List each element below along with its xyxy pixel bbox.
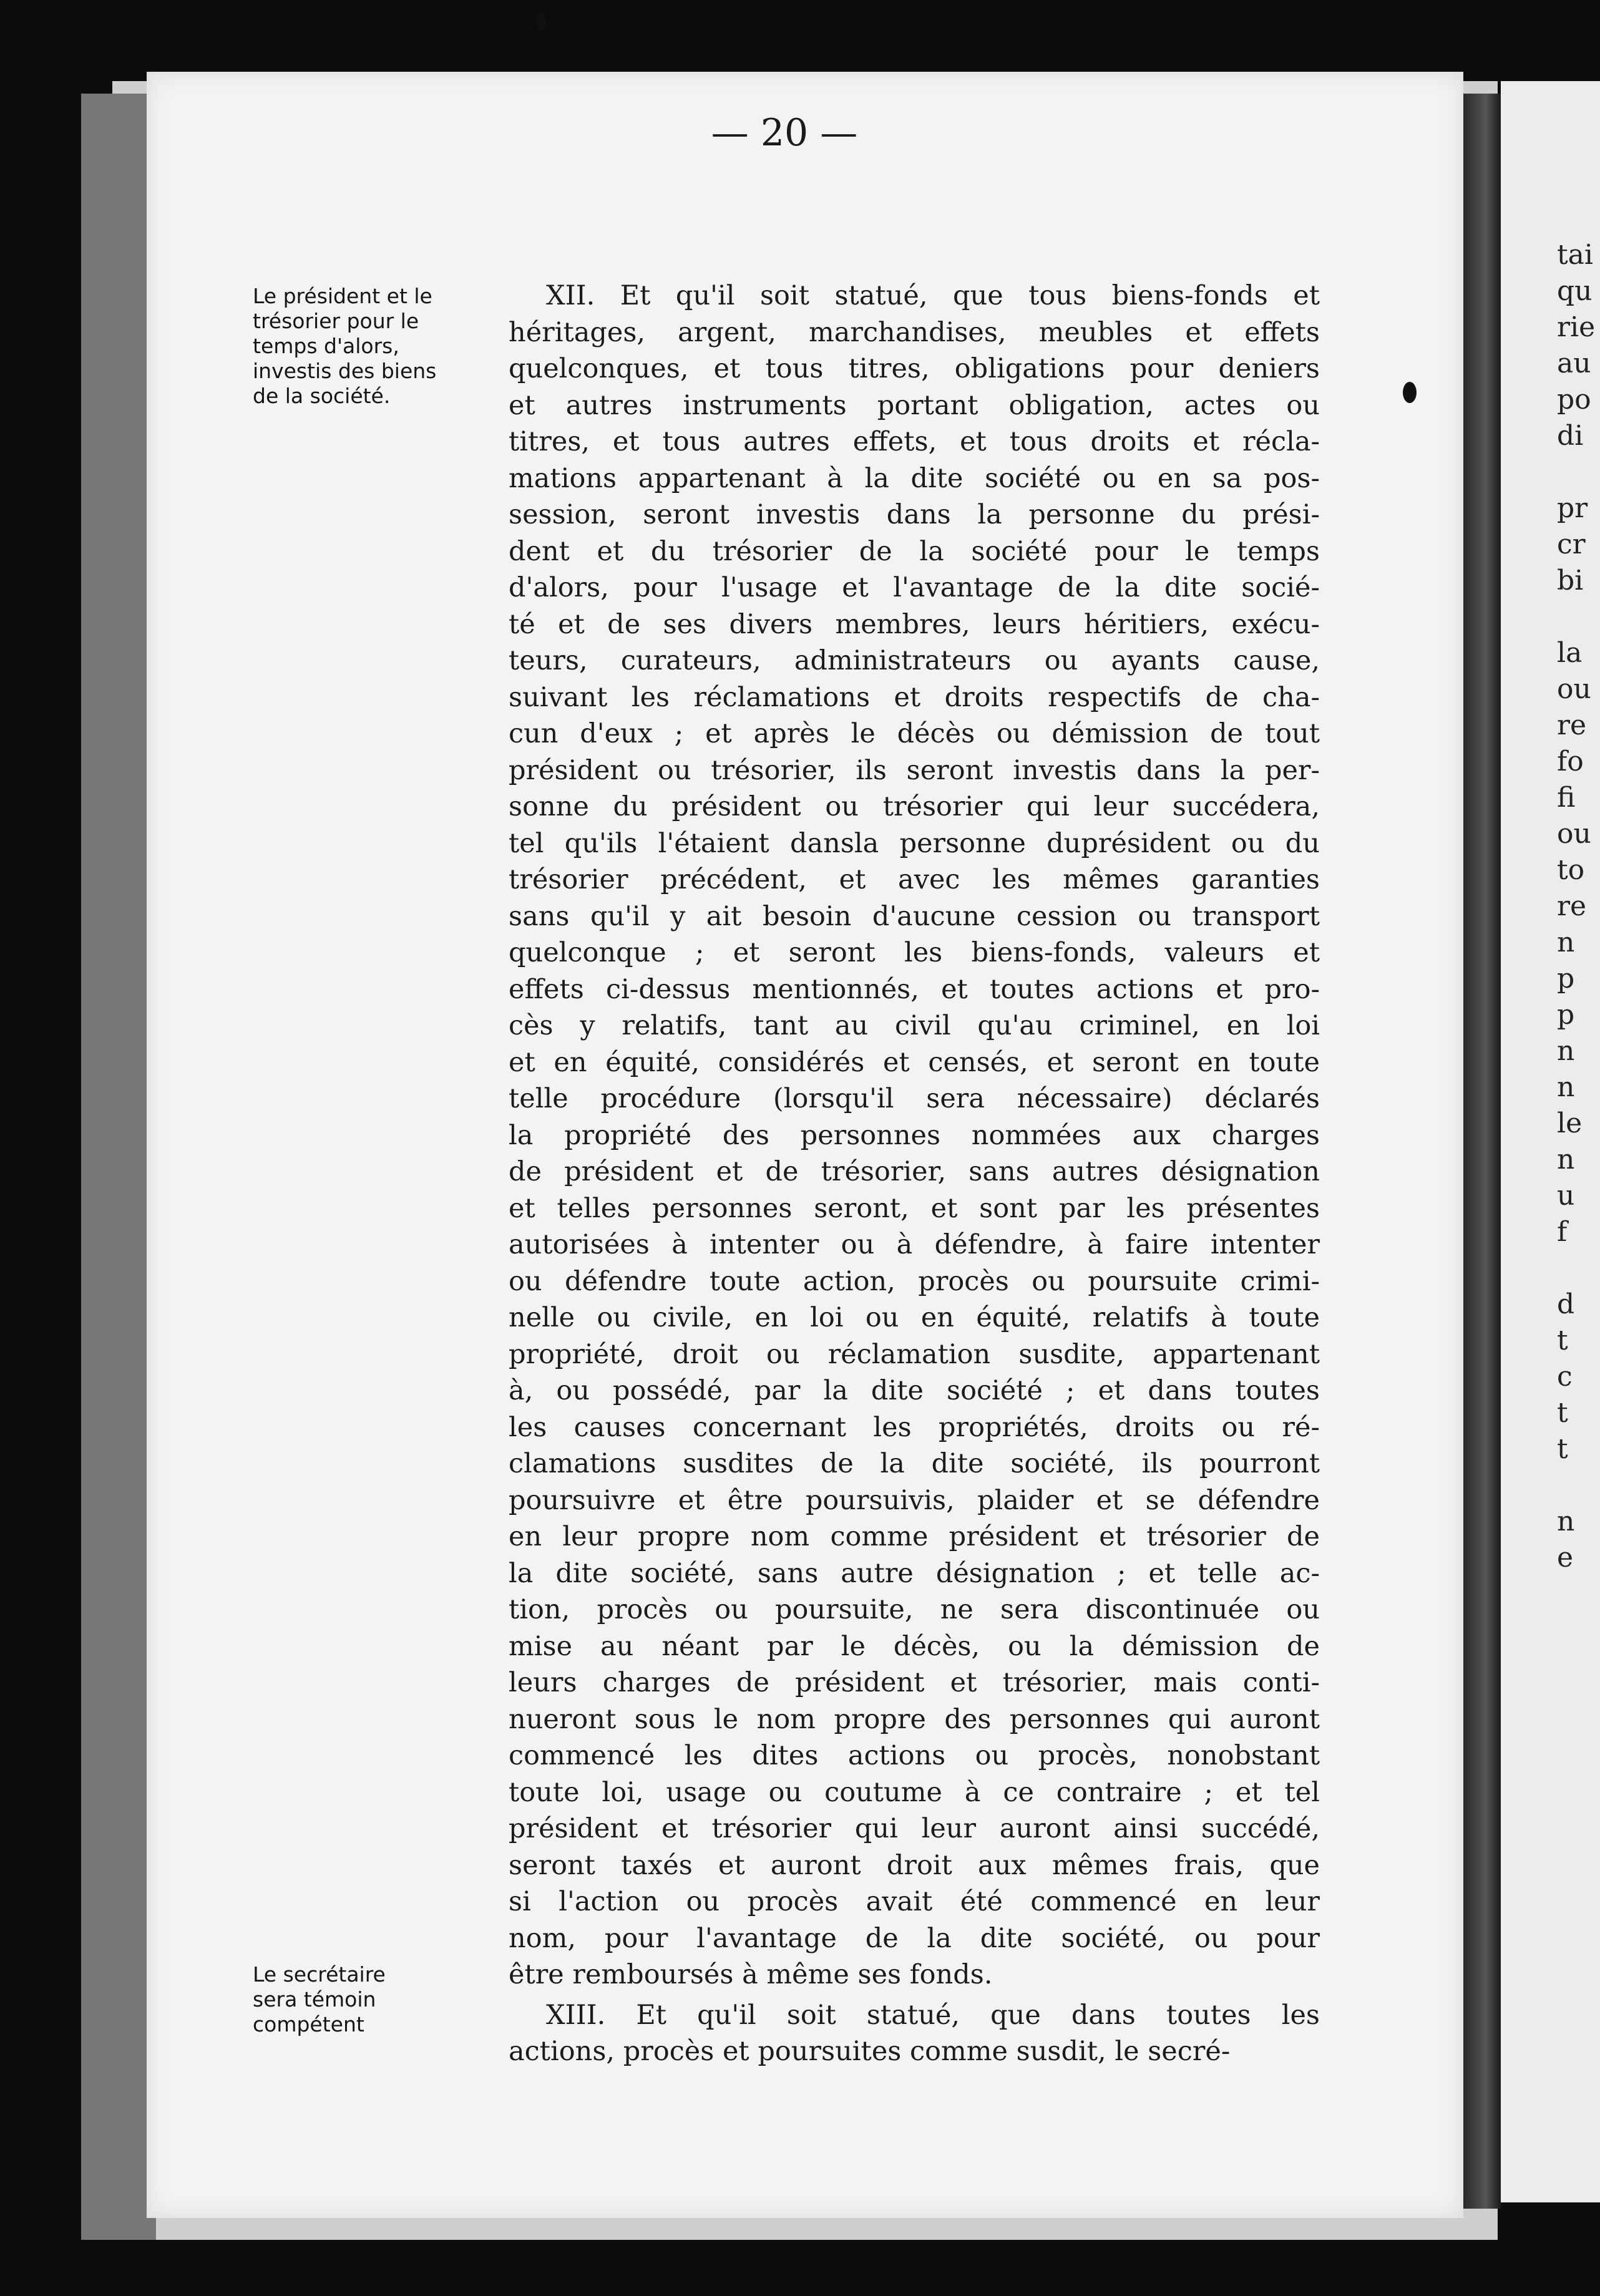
facing-page-fragment: t — [1557, 1397, 1568, 1429]
text-line: président ou trésorier, ils seront investis dans la per- — [509, 754, 1320, 786]
text-line: être remboursés à même ses fonds. — [509, 1959, 993, 1990]
facing-page-fragment: u — [1557, 1180, 1575, 1212]
facing-page-fragment: to — [1557, 854, 1585, 886]
facing-page-fragment: au — [1557, 348, 1591, 379]
margin-note-line: Le président et le — [253, 284, 432, 308]
margin-note-line: compétent — [253, 2012, 364, 2036]
text-line: la dite société, sans autre désignation ; et telle ac- — [509, 1557, 1320, 1589]
text-line: mations appartenant à la dite société ou en sa pos- — [509, 462, 1320, 494]
body-text — [509, 278, 1320, 2070]
facing-page-fragment: p — [1557, 999, 1575, 1031]
facing-page-fragment: re — [1557, 890, 1587, 922]
text-line: toute loi, usage ou coutume à ce contraire ; et tel — [509, 1776, 1320, 1808]
facing-page-fragment: pr — [1557, 492, 1588, 524]
text-line: autorisées à intenter ou à défendre, à faire intenter — [509, 1229, 1320, 1260]
text-line: suivant les réclamations et droits respectifs de cha- — [509, 681, 1320, 713]
text-line: cès y relatifs, tant au civil qu'au criminel, en loi — [509, 1010, 1320, 1041]
facing-page-fragment — [1557, 1250, 1600, 1287]
page-fold-shadow — [1463, 94, 1501, 2209]
facing-page-fragment: c — [1557, 1361, 1573, 1393]
facing-page-text-fragments — [1557, 237, 1600, 1576]
text-line: teurs, curateurs, administrateurs ou ayants cause, — [509, 645, 1320, 676]
text-line: à, ou possédé, par la dite société ; et dans toutes — [509, 1375, 1320, 1406]
facing-page-fragment: ou — [1557, 818, 1591, 850]
facing-page-fragment: ou — [1557, 673, 1591, 705]
margin-note-line: temps d'alors, — [253, 334, 399, 358]
text-line: quelconque ; et seront les biens-fonds, valeurs et — [509, 937, 1320, 968]
facing-page-fragment: fo — [1557, 746, 1584, 777]
text-line: té et de ses divers membres, leurs héritiers, exécu- — [509, 608, 1320, 640]
facing-page-fragment: re — [1557, 709, 1587, 741]
facing-page-fragment: la — [1557, 637, 1583, 669]
text-line: leurs charges de président et trésorier, mais conti- — [509, 1667, 1320, 1698]
book-binding — [81, 94, 156, 2240]
facing-page-fragment: qu — [1557, 275, 1593, 307]
text-line: sonne du président ou trésorier qui leur succédera, — [509, 791, 1320, 822]
facing-page-fragment: n — [1557, 1071, 1575, 1103]
facing-page-fragment — [1557, 1467, 1600, 1504]
text-line: nelle ou civile, en loi ou en équité, relatifs à toute — [509, 1302, 1320, 1333]
margin-note-line: de la société. — [253, 384, 391, 408]
text-line: ou défendre toute action, procès ou poursuite crimi- — [509, 1265, 1320, 1297]
facing-page-fragment: bi — [1557, 565, 1584, 596]
text-line: session, seront investis dans la personne du prési- — [509, 499, 1320, 530]
text-line: et telles personnes seront, et sont par les présentes — [509, 1192, 1320, 1224]
facing-page-fragment: n — [1557, 1506, 1575, 1537]
facing-page-fragment: d — [1557, 1288, 1575, 1320]
margin-note-secretary — [253, 1962, 465, 2037]
text-line: sans qu'il y ait besoin d'aucune cession ou transport — [509, 900, 1320, 932]
text-line: clamations susdites de la dite société, ils pourront — [509, 1448, 1320, 1479]
facing-page-fragment: po — [1557, 384, 1591, 416]
text-line: cun d'eux ; et après le décès ou démission de tout — [509, 718, 1320, 749]
scan-speck — [537, 12, 545, 30]
margin-note-line: trésorier pour le — [253, 309, 419, 333]
text-line: nueront sous le nom propre des personnes qui auront — [509, 1703, 1320, 1735]
margin-note-line: investis des biens — [253, 359, 437, 383]
facing-page-fragment: f — [1557, 1216, 1568, 1248]
facing-page-fragment: tai — [1557, 239, 1593, 271]
facing-page-fragment: t — [1557, 1325, 1568, 1356]
text-line: les causes concernant les propriétés, droits ou ré- — [509, 1411, 1320, 1443]
text-line: héritages, argent, marchandises, meubles et effets — [509, 316, 1320, 348]
ink-blot — [1403, 382, 1417, 403]
page-number-text: — 20 — — [711, 111, 858, 155]
text-line: seront taxés et auront droit aux mêmes frais, que — [509, 1849, 1320, 1881]
text-line: tel qu'ils l'étaient dansla personne duprésident ou du — [509, 827, 1320, 859]
text-line: poursuivre et être poursuivis, plaider et se défendre — [509, 1484, 1320, 1516]
text-line: si l'action ou procès avait été commencé en leur — [509, 1886, 1320, 1917]
facing-page-fragment: n — [1557, 1144, 1575, 1175]
facing-page-fragment — [1557, 454, 1600, 490]
text-line: de président et de trésorier, sans autres désignation — [509, 1156, 1320, 1187]
facing-page-fragment: rie — [1557, 311, 1596, 343]
facing-page-fragment: n — [1557, 927, 1575, 958]
text-line: XIII. Et qu'il soit statué, que dans toutes les — [546, 1999, 1320, 2031]
facing-page-fragment: e — [1557, 1542, 1574, 1574]
text-line: président et trésorier qui leur auront ainsi succédé, — [509, 1813, 1320, 1844]
text-line: mise au néant par le décès, ou la démission de — [509, 1630, 1320, 1662]
text-line: commencé les dites actions ou procès, nonobstant — [509, 1740, 1320, 1771]
facing-page-fragment: n — [1557, 1035, 1575, 1067]
text-line: quelconques, et tous titres, obligations pour deniers — [509, 353, 1320, 384]
text-line: tion, procès ou poursuite, ne sera discontinuée ou — [509, 1594, 1320, 1625]
text-line: effets ci-dessus mentionnés, et toutes actions et pro- — [509, 973, 1320, 1005]
text-line: titres, et tous autres effets, et tous droits et récla- — [509, 426, 1320, 457]
text-line: actions, procès et poursuites comme susdit, le secré- — [509, 2036, 1231, 2067]
page-number — [0, 111, 1600, 155]
text-line: en leur propre nom comme président et trésorier de — [509, 1521, 1320, 1552]
facing-page-fragment: di — [1557, 420, 1584, 452]
text-line: propriété, droit ou réclamation susdite, appartenant — [509, 1338, 1320, 1370]
text-line: trésorier précédent, et avec les mêmes garanties — [509, 864, 1320, 895]
facing-page-fragment: p — [1557, 963, 1575, 995]
text-line: nom, pour l'avantage de la dite société, ou pour — [509, 1922, 1320, 1954]
text-line: XII. Et qu'il soit statué, que tous biens-fonds et — [546, 280, 1320, 311]
facing-page-fragment: t — [1557, 1433, 1568, 1465]
text-line: d'alors, pour l'usage et l'avantage de la dite socié- — [509, 572, 1320, 603]
facing-page-fragment — [1557, 599, 1600, 635]
text-line: telle procédure (lorsqu'il sera nécessaire) déclarés — [509, 1083, 1320, 1114]
margin-note-president-treasurer — [253, 284, 465, 409]
text-line: et en équité, considérés et censés, et seront en toute — [509, 1046, 1320, 1078]
text-line: la propriété des personnes nommées aux charges — [509, 1119, 1320, 1151]
facing-page-fragment: fi — [1557, 782, 1576, 814]
margin-note-line: Le secrétaire — [253, 1962, 386, 1987]
facing-page-fragment: le — [1557, 1107, 1583, 1139]
text-line: dent et du trésorier de la société pour le temps — [509, 535, 1320, 567]
text-line: et autres instruments portant obligation, actes ou — [509, 389, 1320, 421]
margin-note-line: sera témoin — [253, 1987, 376, 2011]
facing-page-fragment: cr — [1557, 528, 1586, 560]
